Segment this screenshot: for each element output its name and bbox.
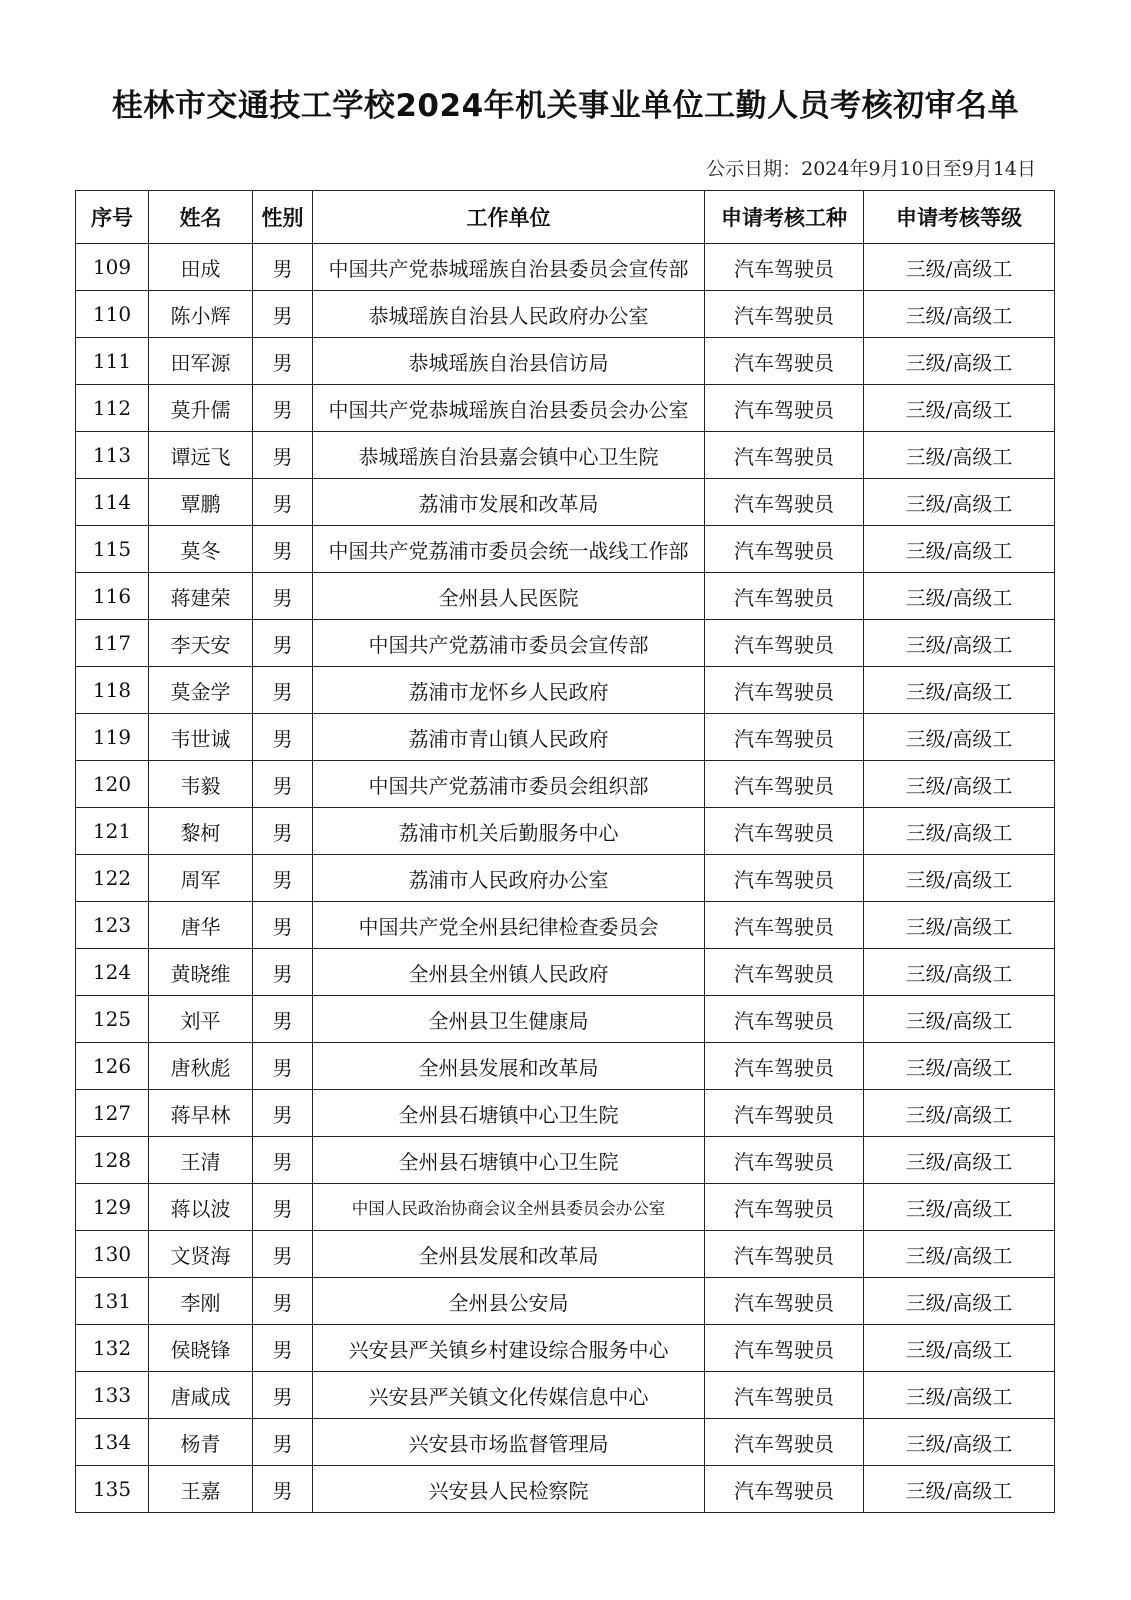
- cell-name: 田成: [149, 244, 253, 291]
- cell-trade: 汽车驾驶员: [705, 1278, 864, 1325]
- header-row: [76, 191, 1055, 244]
- cell-name: 黄晓维: [149, 949, 253, 996]
- cell-gender: 男: [253, 949, 313, 996]
- cell-no: 130: [76, 1231, 149, 1278]
- cell-unit: 荔浦市龙怀乡人民政府: [313, 667, 705, 714]
- cell-gender: 男: [253, 1137, 313, 1184]
- cell-no: 135: [76, 1466, 149, 1513]
- cell-level: 三级/高级工: [864, 902, 1055, 949]
- cell-name: 王嘉: [149, 1466, 253, 1513]
- cell-name: 黎柯: [149, 808, 253, 855]
- cell-level: 三级/高级工: [864, 1137, 1055, 1184]
- cell-gender: 男: [253, 996, 313, 1043]
- cell-unit: 中国共产党荔浦市委员会组织部: [313, 761, 705, 808]
- table-row: [76, 1137, 1055, 1184]
- cell-unit: 中国共产党恭城瑶族自治县委员会办公室: [313, 385, 705, 432]
- cell-gender: 男: [253, 1466, 313, 1513]
- cell-level: 三级/高级工: [864, 1419, 1055, 1466]
- cell-level: 三级/高级工: [864, 573, 1055, 620]
- cell-gender: 男: [253, 1231, 313, 1278]
- table-row: [76, 855, 1055, 902]
- cell-gender: 男: [253, 761, 313, 808]
- cell-no: 117: [76, 620, 149, 667]
- cell-name: 陈小辉: [149, 291, 253, 338]
- cell-gender: 男: [253, 1372, 313, 1419]
- cell-trade: 汽车驾驶员: [705, 432, 864, 479]
- header-gender: 性别: [253, 191, 313, 244]
- cell-no: 114: [76, 479, 149, 526]
- table-row: [76, 808, 1055, 855]
- cell-unit: 全州县石塘镇中心卫生院: [313, 1090, 705, 1137]
- cell-no: 131: [76, 1278, 149, 1325]
- cell-level: 三级/高级工: [864, 1090, 1055, 1137]
- cell-gender: 男: [253, 1419, 313, 1466]
- cell-level: 三级/高级工: [864, 338, 1055, 385]
- cell-trade: 汽车驾驶员: [705, 244, 864, 291]
- cell-trade: 汽车驾驶员: [705, 1231, 864, 1278]
- cell-unit: 荔浦市人民政府办公室: [313, 855, 705, 902]
- table-row: [76, 667, 1055, 714]
- cell-name: 文贤海: [149, 1231, 253, 1278]
- cell-trade: 汽车驾驶员: [705, 1325, 864, 1372]
- cell-trade: 汽车驾驶员: [705, 949, 864, 996]
- cell-no: 128: [76, 1137, 149, 1184]
- table-row: [76, 244, 1055, 291]
- table-row: [76, 1325, 1055, 1372]
- cell-level: 三级/高级工: [864, 1043, 1055, 1090]
- cell-level: 三级/高级工: [864, 996, 1055, 1043]
- cell-trade: 汽车驾驶员: [705, 996, 864, 1043]
- cell-trade: 汽车驾驶员: [705, 1090, 864, 1137]
- cell-gender: 男: [253, 1043, 313, 1090]
- cell-gender: 男: [253, 432, 313, 479]
- cell-trade: 汽车驾驶员: [705, 1466, 864, 1513]
- cell-no: 120: [76, 761, 149, 808]
- page-title: 桂林市交通技工学校2024年机关事业单位工勤人员考核初审名单: [111, 88, 1020, 124]
- cell-name: 杨青: [149, 1419, 253, 1466]
- cell-no: 110: [76, 291, 149, 338]
- cell-no: 123: [76, 902, 149, 949]
- cell-no: 127: [76, 1090, 149, 1137]
- cell-trade: 汽车驾驶员: [705, 385, 864, 432]
- table-row: [76, 714, 1055, 761]
- cell-trade: 汽车驾驶员: [705, 573, 864, 620]
- cell-name: 周军: [149, 855, 253, 902]
- table-row: [76, 1419, 1055, 1466]
- table-row: [76, 1372, 1055, 1419]
- cell-level: 三级/高级工: [864, 1231, 1055, 1278]
- cell-no: 133: [76, 1372, 149, 1419]
- cell-gender: 男: [253, 291, 313, 338]
- cell-trade: 汽车驾驶员: [705, 1043, 864, 1090]
- cell-gender: 男: [253, 902, 313, 949]
- table-row: [76, 479, 1055, 526]
- cell-gender: 男: [253, 1278, 313, 1325]
- cell-unit: 全州县发展和改革局: [313, 1231, 705, 1278]
- cell-no: 122: [76, 855, 149, 902]
- header-no: 序号: [76, 191, 149, 244]
- cell-level: 三级/高级工: [864, 385, 1055, 432]
- cell-trade: 汽车驾驶员: [705, 338, 864, 385]
- cell-no: 116: [76, 573, 149, 620]
- cell-level: 三级/高级工: [864, 1278, 1055, 1325]
- cell-level: 三级/高级工: [864, 291, 1055, 338]
- cell-unit: 全州县发展和改革局: [313, 1043, 705, 1090]
- cell-name: 蒋建荣: [149, 573, 253, 620]
- cell-no: 129: [76, 1184, 149, 1231]
- cell-gender: 男: [253, 855, 313, 902]
- cell-name: 韦世诚: [149, 714, 253, 761]
- cell-unit: 中国共产党荔浦市委员会统一战线工作部: [313, 526, 705, 573]
- cell-unit: 全州县石塘镇中心卫生院: [313, 1137, 705, 1184]
- cell-gender: 男: [253, 808, 313, 855]
- cell-unit: 兴安县市场监督管理局: [313, 1419, 705, 1466]
- cell-name: 谭远飞: [149, 432, 253, 479]
- cell-level: 三级/高级工: [864, 620, 1055, 667]
- cell-gender: 男: [253, 620, 313, 667]
- cell-unit: 中国共产党全州县纪律检查委员会: [313, 902, 705, 949]
- cell-unit: 恭城瑶族自治县嘉会镇中心卫生院: [313, 432, 705, 479]
- cell-trade: 汽车驾驶员: [705, 902, 864, 949]
- cell-level: 三级/高级工: [864, 1184, 1055, 1231]
- cell-level: 三级/高级工: [864, 526, 1055, 573]
- cell-no: 121: [76, 808, 149, 855]
- cell-no: 134: [76, 1419, 149, 1466]
- table-row: [76, 291, 1055, 338]
- cell-trade: 汽车驾驶员: [705, 1372, 864, 1419]
- cell-name: 覃鹏: [149, 479, 253, 526]
- cell-no: 119: [76, 714, 149, 761]
- cell-name: 李天安: [149, 620, 253, 667]
- table-row: [76, 1043, 1055, 1090]
- table-row: [76, 1466, 1055, 1513]
- cell-name: 蒋早林: [149, 1090, 253, 1137]
- cell-name: 莫冬: [149, 526, 253, 573]
- cell-name: 唐秋彪: [149, 1043, 253, 1090]
- table-row: [76, 1231, 1055, 1278]
- cell-trade: 汽车驾驶员: [705, 526, 864, 573]
- publish-date: 公示日期：2024年9月10日至9月14日: [706, 158, 1036, 180]
- cell-trade: 汽车驾驶员: [705, 479, 864, 526]
- cell-unit: 中国人民政治协商会议全州县委员会办公室: [313, 1184, 705, 1231]
- cell-no: 113: [76, 432, 149, 479]
- cell-unit: 恭城瑶族自治县人民政府办公室: [313, 291, 705, 338]
- table-row: [76, 1278, 1055, 1325]
- cell-level: 三级/高级工: [864, 244, 1055, 291]
- cell-no: 115: [76, 526, 149, 573]
- table-row: [76, 1184, 1055, 1231]
- table-row: [76, 338, 1055, 385]
- cell-trade: 汽车驾驶员: [705, 1419, 864, 1466]
- cell-level: 三级/高级工: [864, 1466, 1055, 1513]
- table-row: [76, 996, 1055, 1043]
- cell-no: 126: [76, 1043, 149, 1090]
- cell-name: 刘平: [149, 996, 253, 1043]
- cell-trade: 汽车驾驶员: [705, 291, 864, 338]
- cell-level: 三级/高级工: [864, 1372, 1055, 1419]
- roster-body: [76, 244, 1055, 1513]
- cell-level: 三级/高级工: [864, 761, 1055, 808]
- cell-unit: 恭城瑶族自治县信访局: [313, 338, 705, 385]
- cell-unit: 荔浦市机关后勤服务中心: [313, 808, 705, 855]
- cell-trade: 汽车驾驶员: [705, 620, 864, 667]
- header-level: 申请考核等级: [864, 191, 1055, 244]
- cell-level: 三级/高级工: [864, 855, 1055, 902]
- header-trade: 申请考核工种: [705, 191, 864, 244]
- cell-unit: 中国共产党恭城瑶族自治县委员会宣传部: [313, 244, 705, 291]
- cell-no: 111: [76, 338, 149, 385]
- cell-no: 124: [76, 949, 149, 996]
- cell-trade: 汽车驾驶员: [705, 855, 864, 902]
- table-row: [76, 620, 1055, 667]
- cell-trade: 汽车驾驶员: [705, 667, 864, 714]
- cell-level: 三级/高级工: [864, 949, 1055, 996]
- cell-trade: 汽车驾驶员: [705, 808, 864, 855]
- cell-unit: 全州县人民医院: [313, 573, 705, 620]
- cell-no: 112: [76, 385, 149, 432]
- header-name: 姓名: [149, 191, 253, 244]
- cell-trade: 汽车驾驶员: [705, 1137, 864, 1184]
- cell-name: 李刚: [149, 1278, 253, 1325]
- header-unit: 工作单位: [313, 191, 705, 244]
- table-row: [76, 385, 1055, 432]
- cell-level: 三级/高级工: [864, 479, 1055, 526]
- cell-unit: 兴安县人民检察院: [313, 1466, 705, 1513]
- table-row: [76, 526, 1055, 573]
- cell-gender: 男: [253, 385, 313, 432]
- cell-name: 侯晓锋: [149, 1325, 253, 1372]
- cell-gender: 男: [253, 1184, 313, 1231]
- cell-no: 118: [76, 667, 149, 714]
- table-row: [76, 761, 1055, 808]
- table-row: [76, 432, 1055, 479]
- cell-gender: 男: [253, 1325, 313, 1372]
- cell-name: 唐华: [149, 902, 253, 949]
- cell-no: 125: [76, 996, 149, 1043]
- cell-name: 唐咸成: [149, 1372, 253, 1419]
- cell-unit: 荔浦市青山镇人民政府: [313, 714, 705, 761]
- cell-name: 莫金学: [149, 667, 253, 714]
- cell-unit: 全州县公安局: [313, 1278, 705, 1325]
- cell-name: 田军源: [149, 338, 253, 385]
- cell-level: 三级/高级工: [864, 714, 1055, 761]
- roster-table: [75, 190, 1055, 1513]
- cell-name: 王清: [149, 1137, 253, 1184]
- cell-unit: 兴安县严关镇文化传媒信息中心: [313, 1372, 705, 1419]
- cell-level: 三级/高级工: [864, 1325, 1055, 1372]
- cell-no: 132: [76, 1325, 149, 1372]
- table-row: [76, 1090, 1055, 1137]
- cell-no: 109: [76, 244, 149, 291]
- cell-gender: 男: [253, 244, 313, 291]
- cell-gender: 男: [253, 573, 313, 620]
- cell-unit: 全州县全州镇人民政府: [313, 949, 705, 996]
- cell-unit: 荔浦市发展和改革局: [313, 479, 705, 526]
- cell-gender: 男: [253, 479, 313, 526]
- cell-unit: 兴安县严关镇乡村建设综合服务中心: [313, 1325, 705, 1372]
- cell-level: 三级/高级工: [864, 808, 1055, 855]
- cell-name: 莫升儒: [149, 385, 253, 432]
- cell-gender: 男: [253, 714, 313, 761]
- cell-trade: 汽车驾驶员: [705, 714, 864, 761]
- cell-unit: 中国共产党荔浦市委员会宣传部: [313, 620, 705, 667]
- cell-level: 三级/高级工: [864, 432, 1055, 479]
- cell-name: 韦毅: [149, 761, 253, 808]
- cell-gender: 男: [253, 667, 313, 714]
- cell-gender: 男: [253, 338, 313, 385]
- table-row: [76, 902, 1055, 949]
- cell-gender: 男: [253, 526, 313, 573]
- table-row: [76, 949, 1055, 996]
- cell-trade: 汽车驾驶员: [705, 1184, 864, 1231]
- cell-trade: 汽车驾驶员: [705, 761, 864, 808]
- table-row: [76, 573, 1055, 620]
- cell-name: 蒋以波: [149, 1184, 253, 1231]
- cell-level: 三级/高级工: [864, 667, 1055, 714]
- cell-unit: 全州县卫生健康局: [313, 996, 705, 1043]
- cell-gender: 男: [253, 1090, 313, 1137]
